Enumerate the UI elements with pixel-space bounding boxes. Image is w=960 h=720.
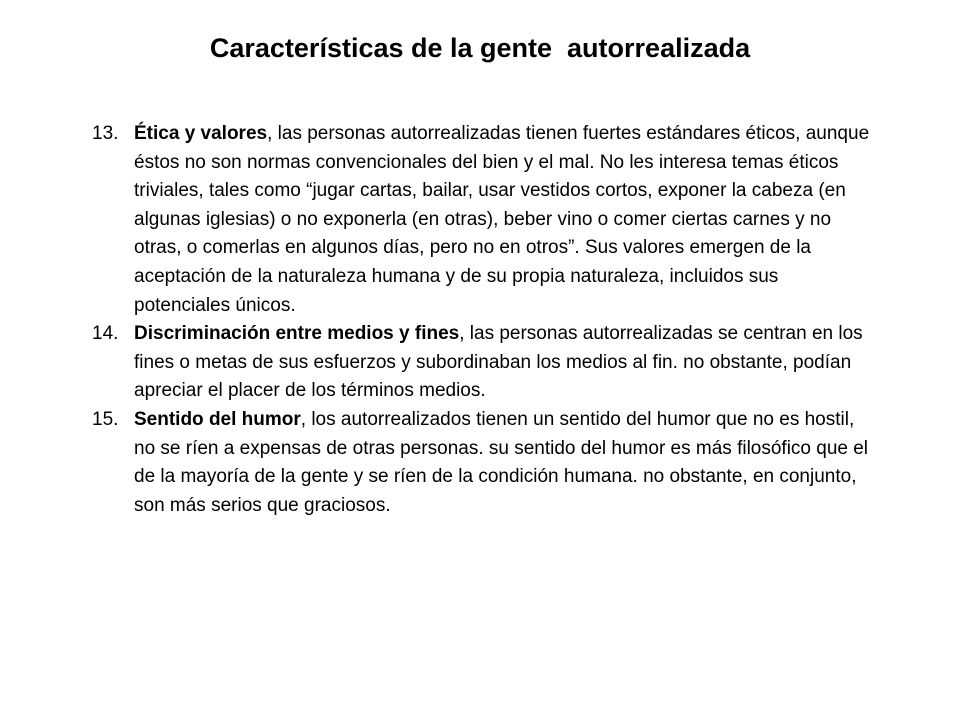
item-term: Sentido del humor: [134, 408, 301, 430]
slide-title: Características de la gente autorrealizada: [209, 33, 751, 63]
item-text: , las personas autorrealizadas tienen fuertes estándares éticos, aunque éstos no son normas convencionales del bien y el mal. No les interesa temas éticos triviales, tales como “jugar cartas, bailar, usar vestidos cortos, exponer la cabeza (en algunas iglesias) o no exponerla (en otras), beber vino o comer ciertas carnes y no otras, o comerlas en algunos días, pero no en otros”. Sus valores emergen de la aceptación de la naturaleza humana y de su propia naturaleza, incluidos sus potenciales únicos.: [134, 123, 870, 316]
item-number: 14.: [92, 323, 119, 345]
item-term: Ética y valores: [134, 123, 268, 144]
list-item-15: [92, 406, 872, 520]
item-text: , los autorrealizados tienen un sentido del humor que no es hostil, no se ríen a expensas de otras personas. su sentido del humor es más filosófico que el de la mayoría de la gente y se ríen de la condición humana. no obstante, en conjunto, son más serios que graciosos.: [134, 408, 869, 516]
characteristics-list: [92, 120, 872, 520]
item-term: Discriminación entre medios y fines: [134, 323, 460, 345]
list-item-14: [92, 320, 872, 406]
item-text: , las personas autorrealizadas se centran en los fines o metas de sus esfuerzos y subordinaban los medios al fin. no obstante, podían apreciar el placer de los términos medios.: [134, 323, 863, 402]
list-item-13: [92, 120, 872, 320]
item-number: 13.: [92, 123, 119, 144]
item-number: 15.: [92, 408, 119, 430]
